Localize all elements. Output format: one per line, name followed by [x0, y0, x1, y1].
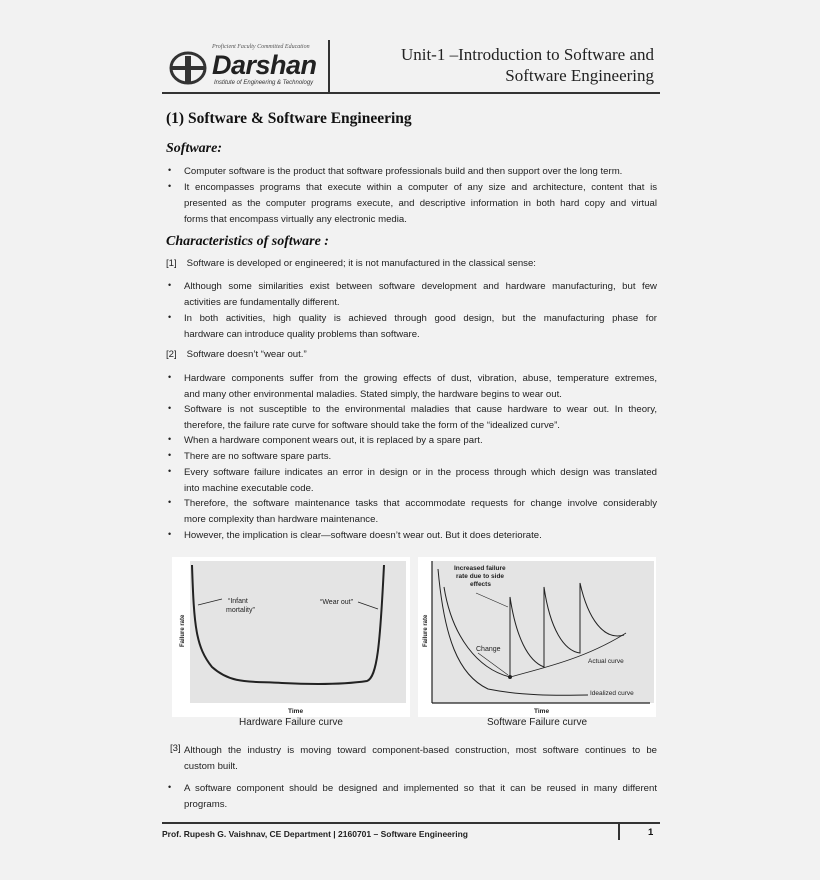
- unit-title-line2: Software Engineering: [505, 66, 654, 85]
- logo-tagline: Proficient Faculty Committed Education: [212, 44, 310, 50]
- page-header: [162, 40, 660, 94]
- item1-bullet-marker: •: [168, 312, 172, 322]
- software-bullet-text: presented as the computer programs execute, and descriptive information in both hard copy and virtual: [184, 198, 657, 209]
- hw-xlabel: Time: [288, 708, 304, 715]
- software-caption: Software Failure curve: [486, 717, 588, 728]
- software-failure-figure: [418, 557, 656, 717]
- item2-bullet-text: Hardware components suffer from the growing effects of dust, vibration, abuse, temperature extremes,: [184, 373, 657, 384]
- item2-bullet-marker: •: [168, 466, 172, 476]
- item1-bullet-text: hardware can introduce quality problems than software.: [184, 329, 420, 340]
- hw-ylabel: Failure rate: [180, 614, 186, 647]
- item3-text: custom built.: [184, 761, 238, 772]
- item2-bullet-text: There are no software spare parts.: [184, 451, 332, 462]
- page-number: 1: [648, 827, 654, 838]
- item1: [1] Software is developed or engineered; it is not manufactured in the classical sense:: [166, 258, 536, 269]
- item2-bullet-text: Every software failure indicates an error in design or in the process through which design was translated: [184, 467, 657, 478]
- item1-bullet-marker: •: [168, 280, 172, 290]
- item3-text: Although the industry is moving toward component-based construction, most software continues to be: [184, 745, 657, 756]
- hw-infant-label-1: “Infant: [228, 598, 248, 605]
- item2-bullet-marker: •: [168, 450, 172, 460]
- software-heading: Software:: [166, 141, 222, 156]
- item2-bullet-marker: •: [168, 497, 172, 507]
- characteristics-heading: Characteristics of software :: [166, 234, 329, 249]
- hw-infant-label-2: mortality”: [226, 607, 255, 614]
- item2-bullet-text: Software is not susceptible to the environmental maladies that cause hardware to wear out. In theory,: [184, 404, 657, 415]
- sw-change-label: Change: [476, 646, 501, 653]
- item2-bullet-marker: •: [168, 372, 172, 382]
- item2-bullet-marker: •: [168, 434, 172, 444]
- logo-name: Darshan: [212, 50, 317, 80]
- footer-text: Prof. Rupesh G. Vaishnav, CE Department | 2160701 – Software Engineering: [162, 829, 468, 839]
- hardware-caption: Hardware Failure curve: [239, 717, 343, 728]
- software-bullet-text: It encompasses programs that execute within a computer of any size and architecture, content that is: [184, 182, 657, 193]
- sw-actual-label: Actual curve: [588, 658, 624, 665]
- item3-bullet-text: A software component should be designed and implemented so that it can be reused in many different: [184, 783, 657, 794]
- software-bullet-text: Computer software is the product that software professionals build and then support over the long term.: [184, 166, 623, 177]
- sw-idealized-label: Idealized curve: [590, 690, 634, 697]
- item2-bullet-marker: •: [168, 529, 172, 539]
- item2-bullet-text: However, the implication is clear—software doesn’t wear out. But it does deteriorate.: [184, 530, 542, 541]
- item2-bullet-text: Therefore, the software maintenance tasks that accommodate requests for change involve considerably: [184, 498, 657, 509]
- software-bullet-text: forms that encompass virtually any electronic media.: [184, 214, 407, 225]
- item2-bullet-text: more complexity than hardware maintenance.: [184, 514, 379, 525]
- hardware-failure-chart: [172, 557, 410, 717]
- item2-text: Software doesn’t “wear out.”: [186, 349, 307, 360]
- hw-wear-label: “Wear out”: [320, 599, 353, 606]
- footer-divider: [618, 824, 620, 840]
- sw-ylabel: Failure rate: [423, 614, 429, 647]
- item2-bullet-text: therefore, the failure rate curve for software should take the form of the “idealized curve”.: [184, 420, 560, 431]
- software-failure-chart: [418, 557, 656, 717]
- unit-title: [401, 44, 654, 86]
- hardware-failure-figure: [172, 557, 410, 717]
- item2-bullet-marker: •: [168, 403, 172, 413]
- sw-increased-label-2: rate due to side: [456, 573, 505, 580]
- item2-bullet-text: into machine executable code.: [184, 483, 314, 494]
- item2-bullet-text: When a hardware component wears out, it is replaced by a spare part.: [184, 435, 483, 446]
- sw-increased-label-3: effects: [470, 581, 491, 588]
- software-bullet-marker: •: [168, 165, 172, 175]
- item1-bullet-text: Although some similarities exist between software development and hardware manufacturing, but few: [184, 281, 657, 292]
- item3: [3]: [170, 743, 181, 754]
- header-divider: [328, 40, 330, 92]
- item3-bullet-marker: •: [168, 782, 172, 792]
- sw-increased-label-1: Increased failure: [454, 565, 506, 572]
- item2: [2] Software doesn’t “wear out.”: [166, 349, 307, 360]
- software-bullet-marker: •: [168, 181, 172, 191]
- logo-subtitle: Institute of Engineering & Technology: [214, 80, 314, 86]
- item1-bullet-text: In both activities, high quality is achieved through good design, but the manufacturing phase for: [184, 313, 657, 324]
- footer-rule: [162, 822, 660, 824]
- darshan-logo: [168, 44, 328, 90]
- item3-bullet-text: programs.: [184, 799, 228, 810]
- item2-bullet-text: and many other environmental maladies. Stated simply, the hardware begins to wear out.: [184, 389, 562, 400]
- section-title: (1) Software & Software Engineering: [166, 110, 412, 127]
- logo-emblem-icon: [168, 48, 208, 88]
- item1-bullet-text: activities are fundamentally different.: [184, 297, 340, 308]
- item1-text: Software is developed or engineered; it is not manufactured in the classical sense:: [186, 258, 536, 269]
- unit-title-line1: Unit-1 –Introduction to Software and: [400, 45, 654, 64]
- sw-xlabel: Time: [534, 708, 550, 715]
